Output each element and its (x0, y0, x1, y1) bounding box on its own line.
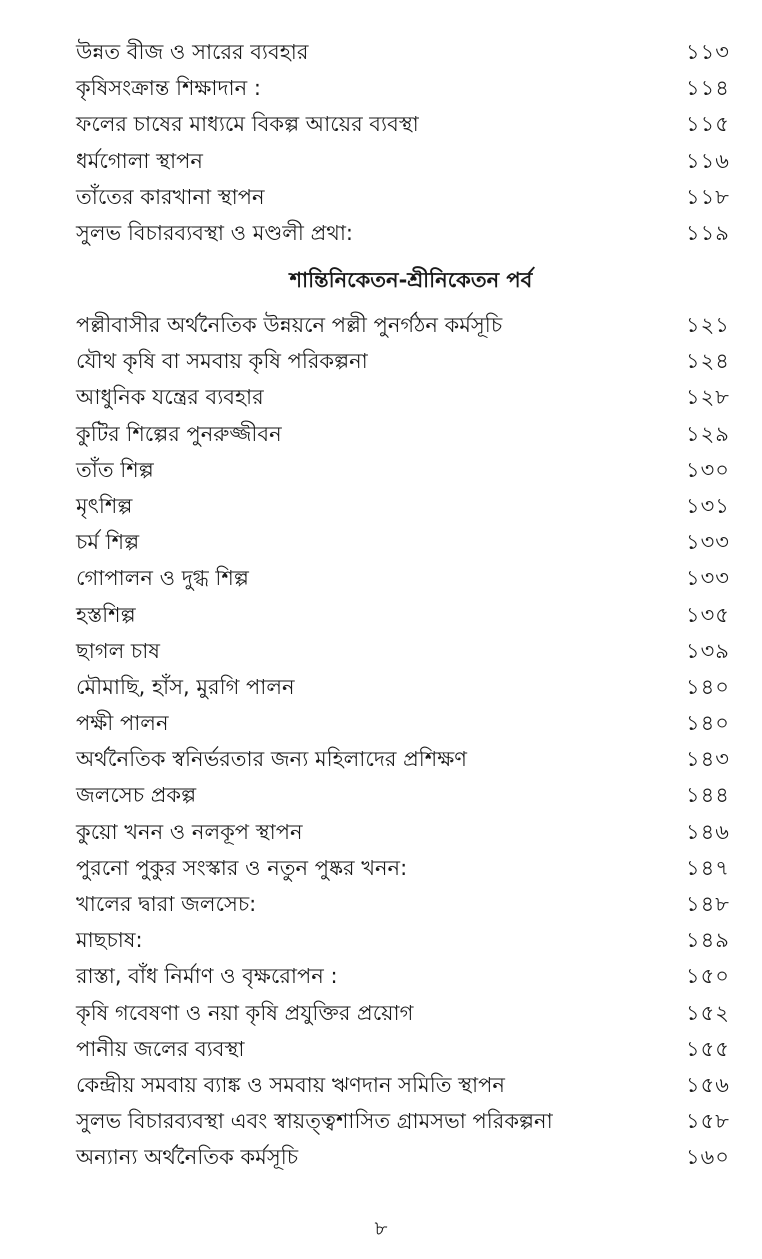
toc-entry-title: পল্লীবাসীর অর্থনৈতিক উন্নয়নে পল্লী পুনর্গঠন কর্মসূচি (76, 313, 503, 337)
toc-entry-title: খালের দ্বারা জলসেচ: (76, 892, 257, 916)
toc-entry-title: ধর্মগোলা স্থাপন (76, 148, 203, 173)
toc-entry-page: ১২৪ (686, 349, 730, 374)
toc-entry-page: ১৪৬ (686, 819, 730, 844)
toc-entry-page: ১৪৯ (686, 928, 730, 953)
toc-entry-title: অর্থনৈতিক স্বনির্ভরতার জন্য মহিলাদের প্রশিক্ষণ (76, 747, 467, 772)
toc-entry-page: ১৪০ (686, 711, 730, 736)
toc-entry-page: ১৪৪ (686, 783, 730, 808)
toc-entry (76, 597, 746, 633)
toc-entry-page: ১৩১ (686, 493, 730, 518)
toc-entry (76, 958, 746, 994)
toc-entry (76, 307, 746, 343)
toc-entry (76, 70, 746, 106)
toc-entry-title: সুলভ বিচারব্যবস্থা ও মণ্ডলী প্রথা: (76, 220, 354, 245)
toc-entry (76, 1031, 746, 1067)
toc-entry-title: জলসেচ প্রকল্প (76, 783, 197, 808)
toc-entry-page: ১৫০ (686, 964, 730, 989)
toc-entry-title: উন্নত বীজ ও সারের ব্যবহার (76, 40, 309, 64)
toc-entry (76, 850, 746, 886)
toc-entry-page: ১৫৫ (686, 1036, 730, 1061)
toc-entry-title: কৃষি গবেষণা ও নয়া কৃষি প্রযুক্তির প্রয়োগ (76, 1000, 414, 1025)
toc-entry-page: ১১৮ (686, 184, 730, 209)
section-heading: শান্তিনিকেতন-শ্রীনিকেতন পর্ব (289, 268, 533, 292)
toc-entry-page: ১৫৬ (686, 1072, 730, 1097)
toc-entry (76, 106, 746, 142)
toc-entry (76, 669, 746, 705)
toc-entry-title: যৌথ কৃষি বা সমবায় কৃষি পরিকল্পনা (76, 349, 368, 374)
toc-entry (76, 343, 746, 379)
toc-entry (76, 886, 746, 922)
toc-entry-page: ১৫৮ (686, 1109, 730, 1134)
toc-entry-title: হস্তশিল্প (76, 602, 136, 627)
toc-entry-title: কুয়ো খনন ও নলকূপ স্থাপন (76, 819, 303, 844)
toc-entry-title: মাছচাষ: (76, 928, 143, 953)
toc-entry-page: ১৩৯ (686, 638, 730, 663)
toc-entry (76, 416, 746, 452)
toc-entry (76, 179, 746, 215)
toc-entry-title: সুলভ বিচারব্যবস্থা এবং স্বায়ত্ত্বশাসিত গ্রামসভা পরিকল্পনা (76, 1109, 553, 1134)
toc-entry (76, 995, 746, 1031)
toc-entry-title: পানীয় জলের ব্যবস্থা (76, 1036, 245, 1061)
toc-entry-title: কৃষিসংক্রান্ত শিক্ষাদান : (76, 76, 261, 101)
toc-entry-title: পক্ষী পালন (76, 711, 169, 736)
toc-entry (76, 1139, 746, 1175)
toc-entry-title: তাঁত শিল্প (76, 457, 154, 482)
toc-entry-title: অন্যান্য অর্থনৈতিক কর্মসূচি (76, 1145, 299, 1170)
toc-entry-title: গোপালন ও দুগ্ধ শিল্প (76, 566, 249, 591)
toc-entry-page: ১৩৫ (686, 602, 730, 627)
toc-entry (76, 1103, 746, 1139)
toc-entry (76, 215, 746, 251)
toc-entry (76, 922, 746, 958)
toc-entry-page: ১৩৩ (686, 530, 730, 555)
toc-entry (76, 143, 746, 179)
toc-entry-page: ১২৮ (686, 385, 730, 410)
toc-entry-page: ১৪৩ (686, 747, 730, 772)
toc-entry (76, 560, 746, 596)
toc-section-1 (76, 34, 746, 251)
toc-entry-title: তাঁতের কারখানা স্থাপন (76, 184, 265, 209)
toc-entry-page: ১১৩ (686, 40, 730, 64)
toc-entry-title: কেন্দ্রীয় সমবায় ব্যাঙ্ক ও সমবায় ঋণদান সমিতি স্থাপন (76, 1072, 505, 1097)
toc-entry-page: ১৫২ (686, 1000, 730, 1025)
toc-entry (76, 741, 746, 777)
toc-entry (76, 488, 746, 524)
toc-entry-title: মৃৎশিল্প (76, 493, 133, 518)
toc-entry-title: মৌমাছি, হাঁস, মুরগি পালন (76, 674, 295, 699)
toc-entry (76, 524, 746, 560)
toc-entry-page: ১১৬ (686, 148, 730, 173)
toc-entry (76, 379, 746, 415)
toc-entry-page: ১২১ (686, 313, 730, 337)
toc-entry-page: ১২৯ (686, 421, 730, 446)
toc-entry-page: ১১৯ (686, 220, 730, 245)
page-number: ৮ (374, 1216, 388, 1240)
toc-entry-title: রাস্তা, বাঁধ নির্মাণ ও বৃক্ষরোপন : (76, 964, 338, 989)
toc-entry-page: ১১৪ (686, 76, 730, 101)
toc-entry (76, 777, 746, 813)
toc-entry-page: ১৬০ (686, 1145, 730, 1170)
toc-entry (76, 633, 746, 669)
toc-entry (76, 34, 746, 70)
toc-entry-page: ১৪৭ (686, 855, 730, 880)
toc-entry-page: ১১৫ (686, 112, 730, 137)
toc-entry-title: আধুনিক যন্ত্রের ব্যবহার (76, 385, 264, 410)
toc-entry (76, 814, 746, 850)
toc-entry-page: ১৪৮ (686, 892, 730, 916)
toc-entry-title: কুটির শিল্পের পুনরুজ্জীবন (76, 421, 282, 446)
toc-entry-title: ফলের চাষের মাধ্যমে বিকল্প আয়ের ব্যবস্থা (76, 112, 419, 137)
toc-entry-page: ১৪০ (686, 674, 730, 699)
toc-entry-title: পুরনো পুকুর সংস্কার ও নতুন পুষ্কর খনন: (76, 855, 408, 880)
toc-entry (76, 1067, 746, 1103)
toc-entry (76, 452, 746, 488)
toc-entry (76, 705, 746, 741)
toc-section-2 (76, 307, 746, 1176)
toc-entry-page: ১৩০ (686, 457, 730, 482)
toc-entry-title: চর্ম শিল্প (76, 530, 140, 555)
toc-entry-title: ছাগল চাষ (76, 638, 160, 663)
toc-entry-page: ১৩৩ (686, 566, 730, 591)
